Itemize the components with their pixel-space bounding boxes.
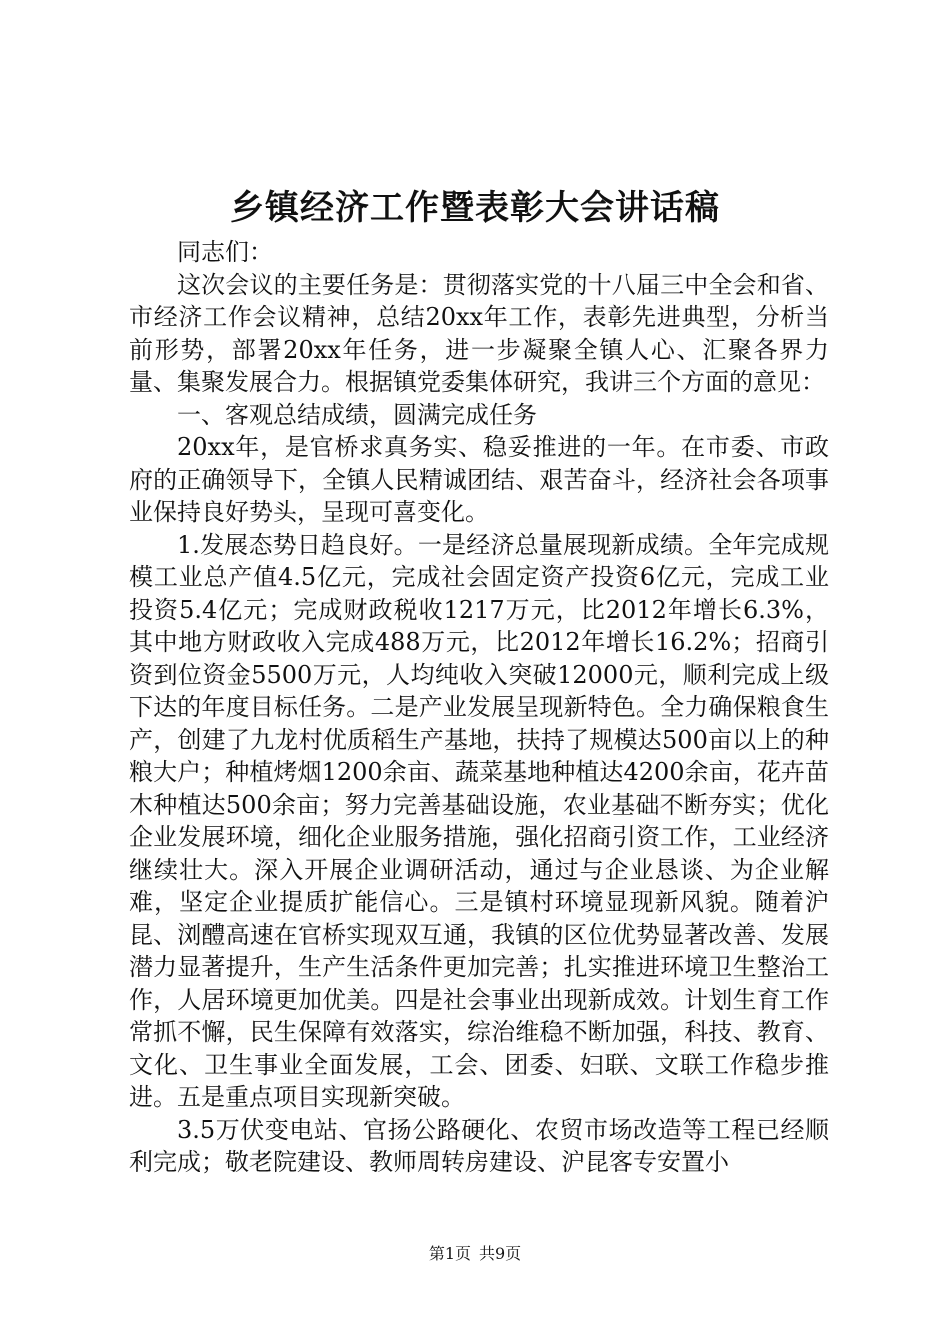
body-paragraph: 1.发展态势日趋良好。一是经济总量展现新成绩。全年完成规模工业总产值4.5亿元，完成社会固定资产投资6亿元，完成工业投资5.4亿元；完成财政税收1217万元，比2012年增长6.3%，其中地方财政收入完成488万元，比2012年增长16.2%；招商引资到位资金5500万元，人均纯收入突破12000元，顺利完成上级下达的年度目标任务。二是产业发展呈现新特色。全力确保粮食生产，创建了九龙村优质稻生产基地，扶持了规模达500亩以上的种粮大户；种植烤烟1200余亩、蔬菜基地种植达4200余亩，花卉苗木种植达500余亩；努力完善基础设施，农业基础不断夯实；优化企业发展环境，细化企业服务措施，强化招商引资工作，工业经济继续壮大。深入开展企业调研活动，通过与企业恳谈、为企业解难，坚定企业提质扩能信心。三是镇村环境显现新风貌。随着沪昆、浏醴高速在官桥实现双互通，我镇的区位优势显著改善、发展潜力显著提升，生产生活条件更加完善；扎实推进环境卫生整治工作，人居环境更加优美。四是社会事业出现新成效。计划生育工作常抓不懈，民生保障有效落实，综治维稳不断加强，科技、教育、文化、卫生事业全面发展，工会、团委、妇联、文联工作稳步推进。五是重点项目实现新突破。 <box>129 530 829 1111</box>
document-title: 乡镇经济工作暨表彰大会讲话稿 <box>230 188 720 228</box>
body-paragraph: 这次会议的主要任务是：贯彻落实党的十八届三中全会和省、市经济工作会议精神，总结20xx年工作，表彰先进典型，分析当前形势，部署20xx年任务，进一步凝聚全镇人心、汇聚各界力量、集聚发展合力。根据镇党委集体研究，我讲三个方面的意见： <box>129 270 829 396</box>
page-number-current: 第1页 <box>428 1244 471 1263</box>
body-paragraph: 20xx年，是官桥求真务实、稳妥推进的一年。在市委、市政府的正确领导下，全镇人民精诚团结、艰苦奋斗，经济社会各项事业保持良好势头，呈现可喜变化。 <box>129 433 829 526</box>
salutation: 同志们： <box>177 238 273 266</box>
document-body <box>129 236 829 1179</box>
body-paragraph: 3.5万伏变电站、官扬公路硬化、农贸市场改造等工程已经顺利完成；敬老院建设、教师周转房建设、沪昆客专安置小 <box>129 1115 829 1176</box>
page-number-total: 共9页 <box>479 1244 522 1263</box>
section-heading: 一、客观总结成绩，圆满完成任务 <box>177 400 537 429</box>
page-footer <box>0 1242 950 1266</box>
